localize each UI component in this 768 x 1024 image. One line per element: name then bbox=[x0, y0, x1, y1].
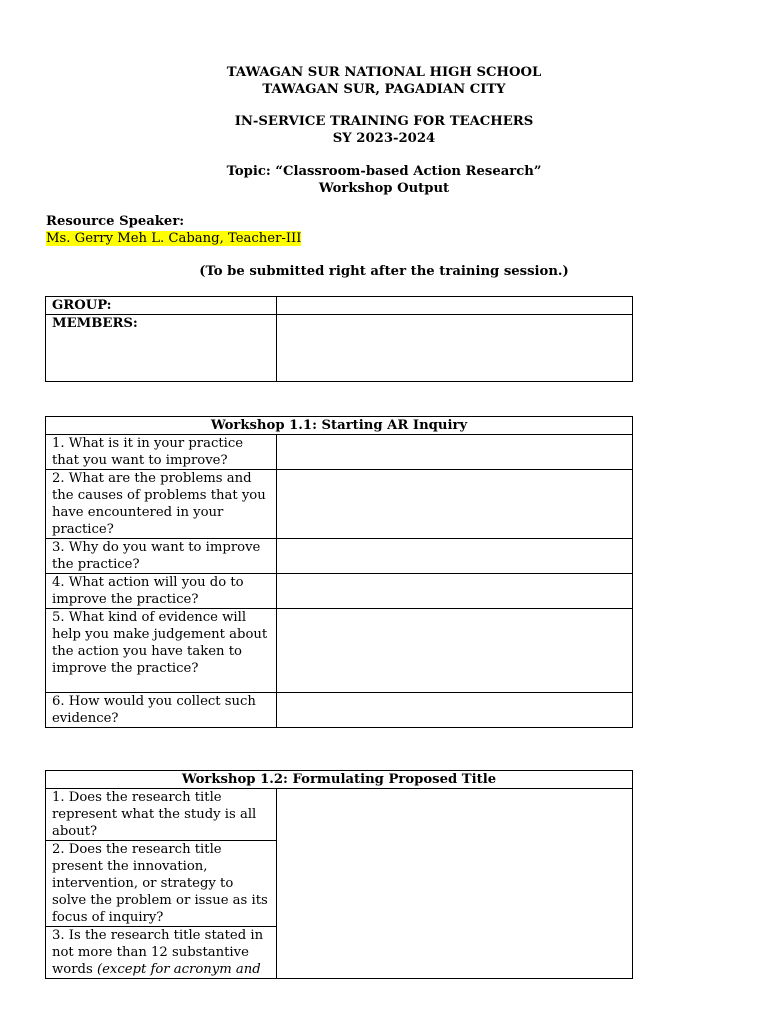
workshop-1-2-title: Workshop 1.2: Formulating Proposed Title bbox=[46, 771, 633, 789]
workshop-1-1-table bbox=[45, 416, 633, 728]
ws12-answer-cell[interactable] bbox=[277, 789, 633, 979]
ws11-question-4: 4. What action will you do to improve the practice? bbox=[46, 574, 277, 609]
ws12-question-1: 1. Does the research title represent what the study is all about? bbox=[46, 789, 277, 841]
speaker-name: Ms. Gerry Meh L. Cabang, Teacher-III bbox=[46, 231, 302, 246]
ws11-answer-3[interactable] bbox=[277, 539, 633, 574]
group-value-cell[interactable] bbox=[277, 297, 633, 315]
workshop-1-1-title: Workshop 1.1: Starting AR Inquiry bbox=[46, 417, 633, 435]
training-title: IN-SERVICE TRAINING FOR TEACHERS bbox=[234, 114, 534, 129]
members-value-cell[interactable] bbox=[277, 315, 633, 382]
ws11-answer-4[interactable] bbox=[277, 574, 633, 609]
ws12-question-3-text: 3. Is the research title stated in not more than 12 substantive words bbox=[52, 928, 264, 977]
submission-instruction: (To be submitted right after the training session.) bbox=[199, 264, 569, 279]
ws11-question-5: 5. What kind of evidence will help you make judgement about the action you have taken to improve the practice? bbox=[46, 609, 277, 693]
ws11-answer-1[interactable] bbox=[277, 435, 633, 470]
group-table bbox=[45, 296, 633, 382]
ws11-question-2: 2. What are the problems and the causes of problems that you have encountered in your practice? bbox=[46, 470, 277, 539]
ws11-answer-2[interactable] bbox=[277, 470, 633, 539]
workshop-1-2-table bbox=[45, 770, 633, 979]
ws12-question-2: 2. Does the research title present the innovation, intervention, or strategy to solve the problem or issue as its focus of inquiry? bbox=[46, 841, 277, 927]
ws11-question-3: 3. Why do you want to improve the practice? bbox=[46, 539, 277, 574]
ws11-question-1: 1. What is it in your practice that you want to improve? bbox=[46, 435, 277, 470]
school-location: TAWAGAN SUR, PAGADIAN CITY bbox=[262, 82, 506, 97]
school-name: TAWAGAN SUR NATIONAL HIGH SCHOOL bbox=[226, 65, 542, 80]
ws11-answer-5[interactable] bbox=[277, 609, 633, 693]
ws12-question-3 bbox=[46, 927, 277, 979]
topic-line: Topic: “Classroom-based Action Research” bbox=[226, 164, 542, 179]
ws11-answer-6[interactable] bbox=[277, 693, 633, 728]
speaker-label: Resource Speaker: bbox=[46, 214, 185, 229]
ws12-question-3-italic: (except for acronym and bbox=[96, 962, 261, 977]
workshop-output-subtitle: Workshop Output bbox=[318, 181, 450, 196]
members-label: MEMBERS: bbox=[46, 315, 277, 382]
group-label: GROUP: bbox=[46, 297, 277, 315]
ws11-question-6: 6. How would you collect such evidence? bbox=[46, 693, 277, 728]
school-year: SY 2023-2024 bbox=[332, 131, 436, 146]
